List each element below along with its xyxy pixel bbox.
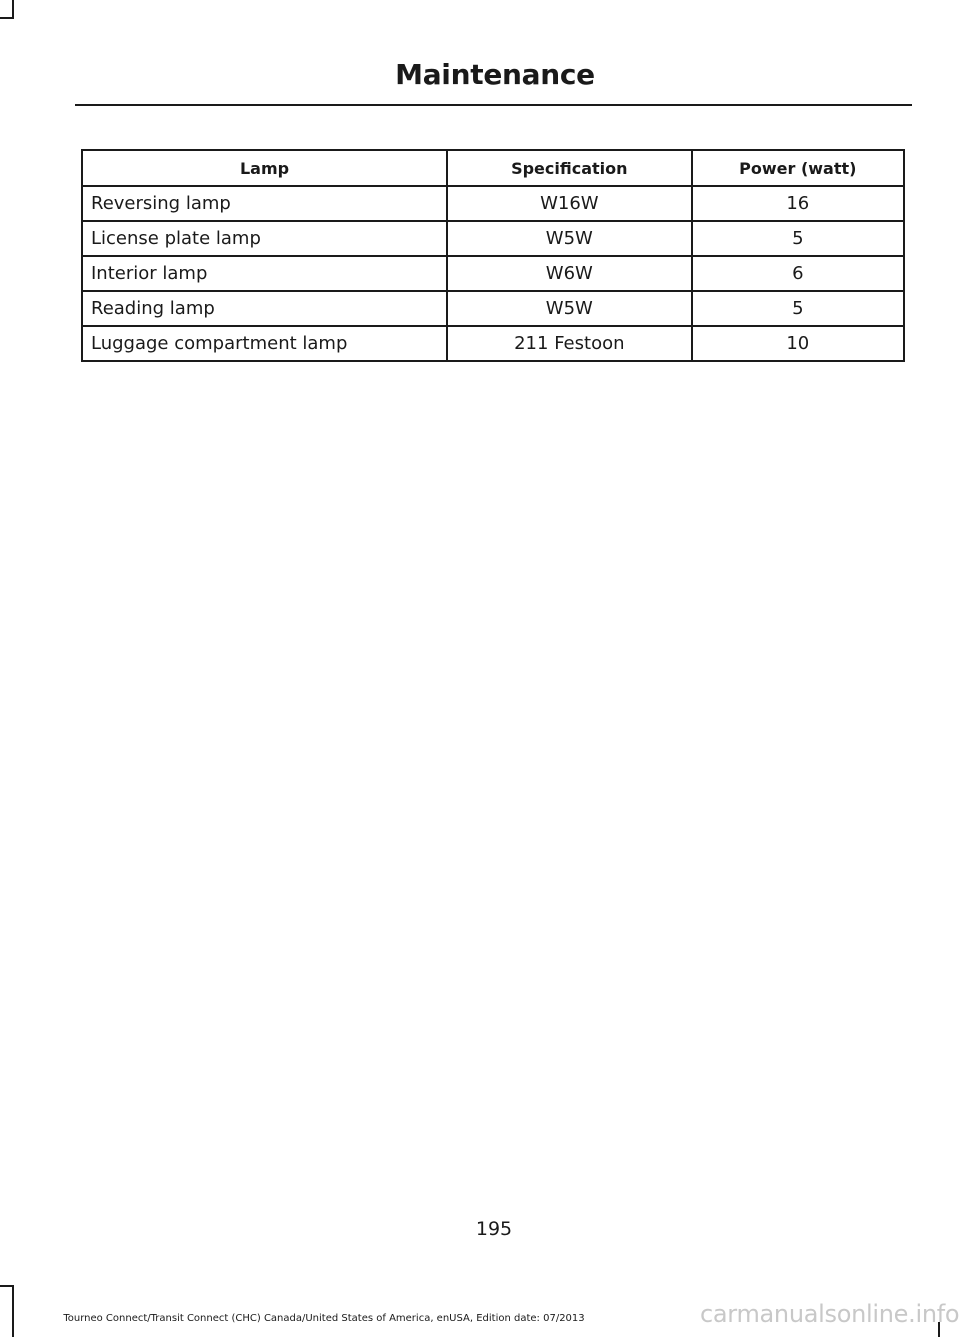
- watermark: carmanualsonline.info: [700, 1300, 960, 1328]
- lamp-cell: Luggage compartment lamp: [82, 326, 447, 361]
- page-title: Maintenance: [395, 58, 595, 91]
- table-header-row: [82, 150, 904, 186]
- title-divider: [75, 104, 912, 106]
- table-row: [82, 291, 904, 326]
- crop-mark-bottom-left-vertical: [12, 1285, 14, 1337]
- table-row: [82, 326, 904, 361]
- specification-cell: W6W: [447, 256, 692, 291]
- column-header-specification: Specification: [447, 150, 692, 186]
- bulb-spec-table: [81, 149, 905, 362]
- column-header-power: Power (watt): [692, 150, 904, 186]
- lamp-cell: Interior lamp: [82, 256, 447, 291]
- lamp-cell: Reversing lamp: [82, 186, 447, 221]
- edition-footer: Tourneo Connect/Transit Connect (CHC) Canada/United States of America, enUSA, Edition date: 07/2013: [63, 1313, 585, 1324]
- specification-cell: W5W: [447, 221, 692, 256]
- specification-cell: W5W: [447, 291, 692, 326]
- crop-mark-top-left-vertical: [12, 0, 14, 18]
- lamp-cell: Reading lamp: [82, 291, 447, 326]
- power-cell: 5: [692, 221, 904, 256]
- power-cell: 6: [692, 256, 904, 291]
- column-header-lamp: Lamp: [82, 150, 447, 186]
- crop-mark-top-left-horizontal: [0, 17, 14, 19]
- specification-cell: W16W: [447, 186, 692, 221]
- power-cell: 16: [692, 186, 904, 221]
- table-row: [82, 256, 904, 291]
- power-cell: 5: [692, 291, 904, 326]
- page-number: 195: [475, 1218, 513, 1240]
- table-row: [82, 221, 904, 256]
- lamp-cell: License plate lamp: [82, 221, 447, 256]
- table-row: [82, 186, 904, 221]
- power-cell: 10: [692, 326, 904, 361]
- crop-mark-bottom-left-horizontal: [0, 1285, 14, 1287]
- specification-cell: 211 Festoon: [447, 326, 692, 361]
